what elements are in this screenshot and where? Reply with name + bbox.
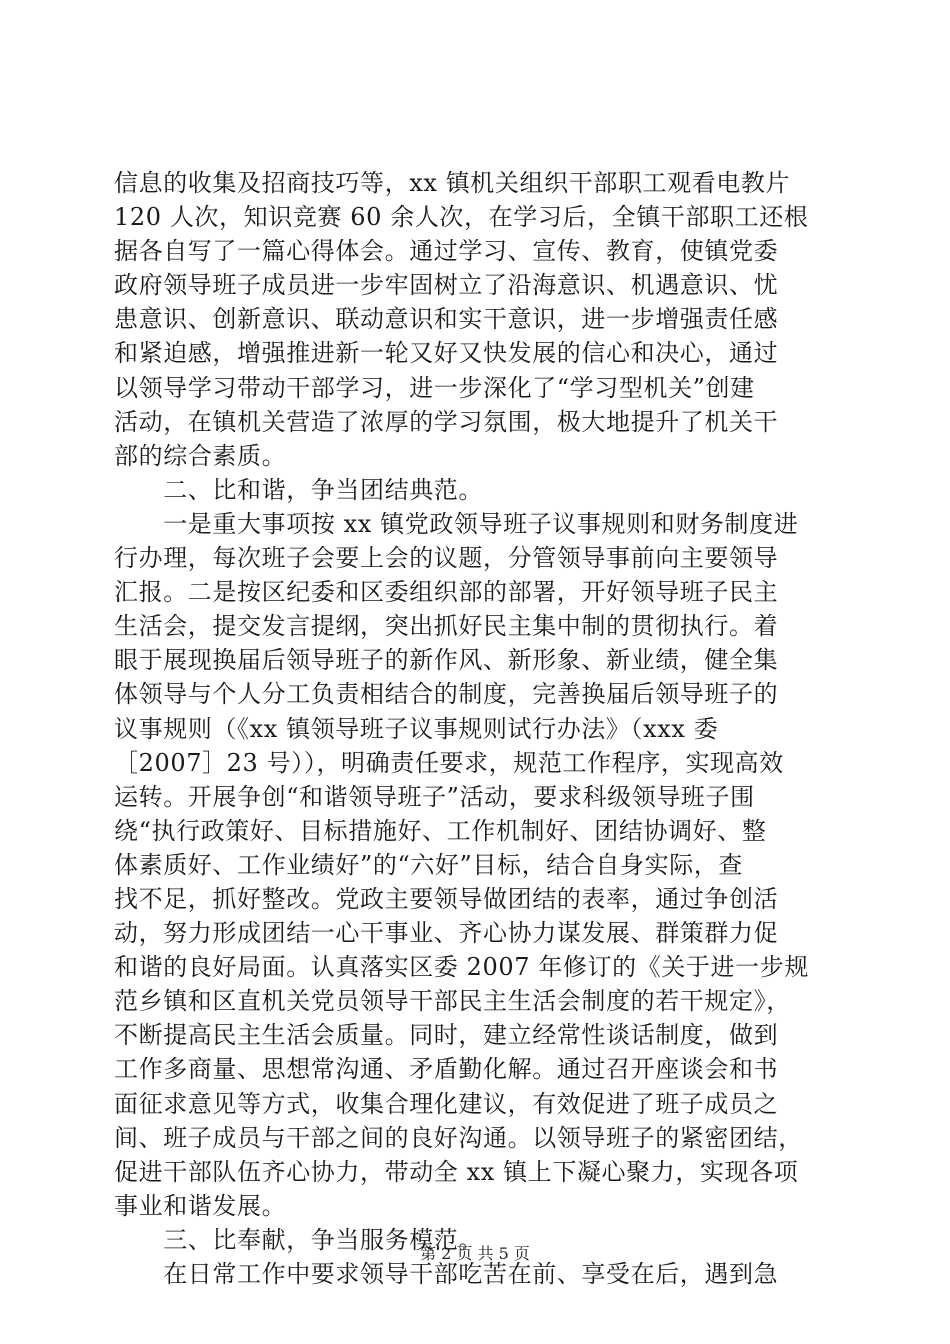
body-line: 行办理，每次班子会要上会的议题，分管领导事前向主要领导 bbox=[114, 544, 779, 573]
body-line: 运转。开展争创“和谐领导班子”活动，要求科级领导班子围 bbox=[114, 782, 755, 811]
body-line: 动，努力形成团结一心干事业、齐心协力谋发展、群策群力促 bbox=[114, 919, 779, 948]
body-line: 以领导学习带动干部学习，进一步深化了“学习型机关”创建 bbox=[114, 373, 755, 402]
body-line: 和谐的良好局面。认真落实区委 2007 年修订的《关于进一步规 bbox=[114, 953, 809, 982]
section-heading: 三、比奉献，争当服务模范。 bbox=[114, 1225, 483, 1254]
body-line: 不断提高民主生活会质量。同时，建立经常性谈话制度，做到 bbox=[114, 1021, 779, 1050]
body-line: 一是重大事项按 xx 镇党政领导班子议事规则和财务制度进 bbox=[114, 509, 799, 538]
section-heading: 二、比和谐，争当团结典范。 bbox=[114, 475, 483, 504]
body-line: 绕“执行政策好、目标措施好、工作机制好、团结协调好、整 bbox=[114, 816, 767, 845]
page-footer: 第 2 页 共 5 页 bbox=[420, 1244, 530, 1263]
body-line: 120 人次，知识竞赛 60 余人次，在学习后，全镇干部职工还根 bbox=[114, 203, 809, 232]
body-line: 工作多商量、思想常沟通、矛盾勤化解。通过召开座谈会和书 bbox=[114, 1055, 779, 1084]
body-line: 活动，在镇机关营造了浓厚的学习氛围，极大地提升了机关干 bbox=[114, 407, 779, 436]
body-line: 面征求意见等方式，收集合理化建议，有效促进了班子成员之 bbox=[114, 1089, 779, 1118]
body-line: 政府领导班子成员进一步牢固树立了沿海意识、机遇意识、忧 bbox=[114, 271, 779, 300]
body-line: 部的综合素质。 bbox=[114, 441, 287, 470]
body-line: 范乡镇和区直机关党员领导干部民主生活会制度的若干规定》， bbox=[114, 987, 791, 1016]
body-line: 生活会，提交发言提纲，突出抓好民主集中制的贯彻执行。着 bbox=[114, 612, 779, 641]
body-line: 信息的收集及招商技巧等，xx 镇机关组织干部职工观看电教片 bbox=[114, 169, 791, 197]
body-line: ［2007］23 号）），明确责任要求，规范工作程序，实现高效 bbox=[114, 748, 784, 777]
body-line: 在日常工作中要求领导干部吃苦在前、享受在后，遇到急 bbox=[114, 1260, 779, 1288]
body-line: 事业和谐发展。 bbox=[114, 1191, 287, 1220]
document-body bbox=[114, 166, 844, 1291]
body-line: 患意识、创新意识、联动意识和实干意识，进一步增强责任感 bbox=[114, 305, 779, 334]
body-line: 议事规则（《xx 镇领导班子议事规则试行办法》（xxx 委 bbox=[114, 714, 719, 743]
body-line: 促进干部队伍齐心协力，带动全 xx 镇上下凝心聚力，实现各项 bbox=[114, 1157, 799, 1186]
body-line: 据各自写了一篇心得体会。通过学习、宣传、教育，使镇党委 bbox=[114, 237, 779, 266]
body-line: 和紧迫感，增强推进新一轮又好又快发展的信心和决心，通过 bbox=[114, 339, 779, 368]
body-line: 体领导与个人分工负责相结合的制度，完善换届后领导班子的 bbox=[114, 680, 779, 709]
body-line: 汇报。二是按区纪委和区委组织部的部署，开好领导班子民主 bbox=[114, 578, 779, 607]
body-line: 找不足，抓好整改。党政主要领导做团结的表率，通过争创活 bbox=[114, 884, 779, 913]
body-line: 间、班子成员与干部之间的良好沟通。以领导班子的紧密团结， bbox=[114, 1123, 803, 1152]
body-line: 体素质好、工作业绩好”的“六好”目标，结合自身实际，查 bbox=[114, 850, 744, 879]
body-line: 眼于展现换届后领导班子的新作风、新形象、新业绩，健全集 bbox=[114, 646, 779, 675]
